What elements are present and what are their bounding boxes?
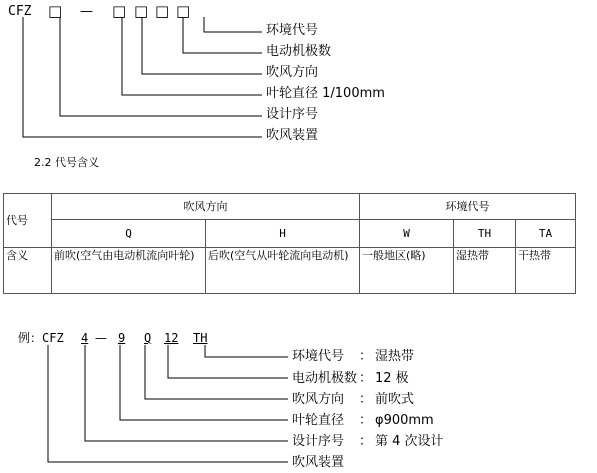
leader-env-code: [204, 17, 262, 32]
cell-q-meaning: 前吹(空气由电动机流向叶轮): [52, 248, 206, 294]
leader-impeller-diameter: [122, 17, 262, 95]
example-label-serial: 设计序号: [292, 434, 345, 449]
subheader-ta: TA: [516, 220, 576, 248]
subheader-th: TH: [454, 220, 516, 248]
leader-blow-direction: [142, 17, 262, 74]
example-value-serial: 第 4 次设计: [375, 434, 444, 449]
example-leader-poles: [168, 345, 288, 378]
subheader-q: Q: [52, 220, 206, 248]
section-title: 2.2 代号含义: [34, 156, 99, 169]
placeholder-box-1: □: [48, 2, 63, 20]
subheader-h: H: [206, 220, 360, 248]
header-blow-direction: 吹风方向: [52, 194, 360, 220]
example-leader-serial: [85, 345, 288, 441]
example-label-env: 环境代号: [292, 349, 345, 364]
example-code-12: 12: [164, 331, 179, 345]
cell-th-meaning: 湿热带: [454, 248, 516, 294]
header-code: 代号: [4, 194, 52, 248]
example-dash: —: [95, 331, 107, 345]
example-value-poles: 12 极: [375, 371, 409, 386]
model-prefix: CFZ: [8, 4, 32, 19]
example-label-direction: 吹风方向: [292, 392, 345, 407]
example-value-direction: 前吹式: [375, 392, 415, 407]
example-colon-4: ：: [359, 413, 373, 428]
leader-motor-poles: [183, 17, 262, 53]
example-value-diameter: φ900mm: [375, 413, 434, 428]
label-env-code: 环境代号: [266, 23, 319, 38]
example-colon-2: ：: [359, 371, 373, 386]
subheader-w: W: [360, 220, 454, 248]
example-colon-1: ：: [359, 349, 373, 364]
placeholder-box-2: □: [112, 2, 127, 20]
example-code-4: 4: [81, 331, 89, 345]
cell-w-meaning: 一般地区(略): [360, 248, 454, 294]
example-colon-5: ：: [359, 434, 373, 449]
label-impeller-diameter: 叶轮直径 1/100mm: [266, 86, 385, 101]
example-colon-3: ：: [359, 392, 373, 407]
placeholder-box-3: □: [134, 2, 149, 20]
cell-h-meaning: 后吹(空气从叶轮流向电动机): [206, 248, 360, 294]
example-label-diameter: 叶轮直径: [292, 413, 345, 428]
example-label-device: 吹风装置: [292, 455, 345, 470]
placeholder-box-4: □: [155, 2, 170, 20]
example-code-q: Q: [144, 331, 152, 345]
example-leader-env: [205, 345, 288, 357]
header-env-code: 环境代号: [360, 194, 576, 220]
label-blowing-device: 吹风装置: [266, 128, 319, 143]
row-label-meaning: 含义: [4, 248, 52, 294]
example-leader-direction: [145, 345, 288, 399]
example-code-9: 9: [118, 331, 126, 345]
placeholder-box-5: □: [176, 2, 191, 20]
label-blow-direction: 吹风方向: [266, 65, 319, 80]
cell-ta-meaning: 干热带: [516, 248, 576, 294]
example-label-poles: 电动机极数: [292, 371, 358, 386]
label-design-serial: 设计序号: [266, 107, 319, 122]
example-prefix: 例：CFZ: [18, 331, 64, 345]
example-value-env: 湿热带: [375, 349, 415, 364]
label-motor-poles: 电动机极数: [266, 44, 332, 59]
example-code-th: TH: [193, 331, 208, 345]
model-dash: —: [80, 4, 93, 19]
